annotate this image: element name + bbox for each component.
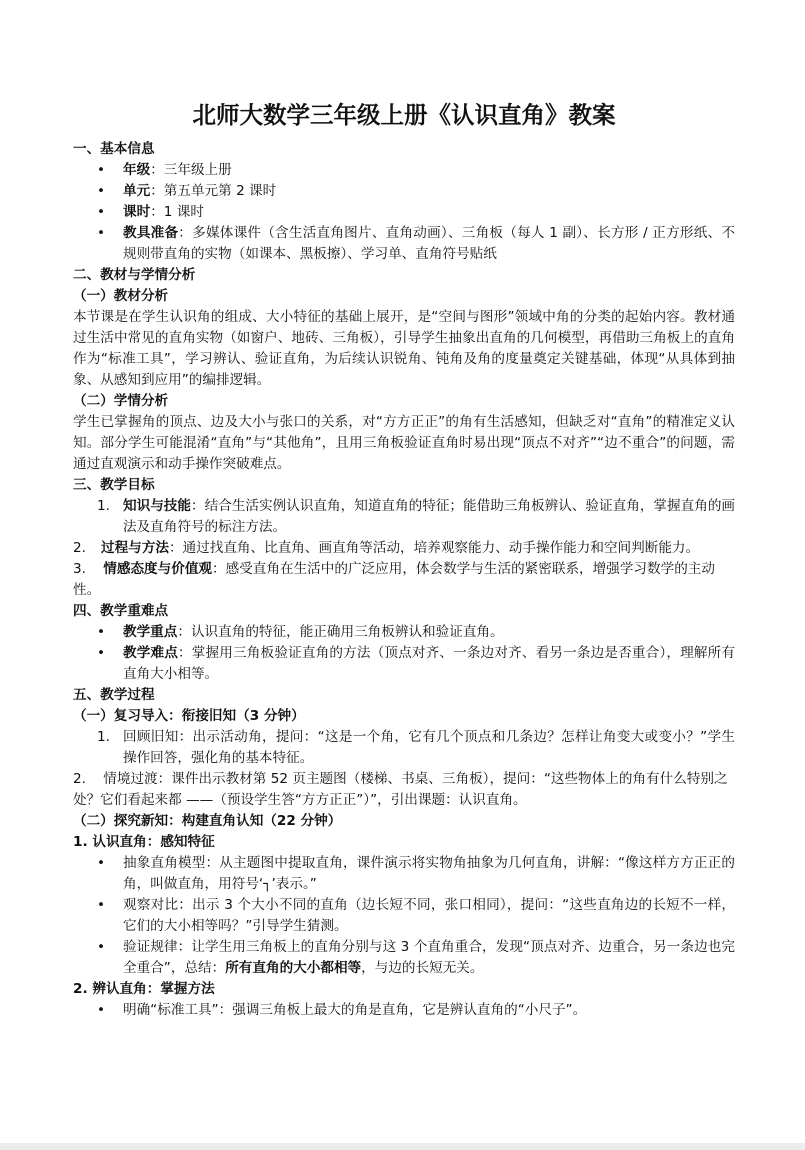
list-item <box>73 160 735 181</box>
item-number: 1. <box>97 498 110 514</box>
item-text: ，与边的长短无关。 <box>361 960 484 976</box>
item-number: 3. <box>73 561 86 577</box>
objective-item-2 <box>73 538 735 559</box>
item-text: ：感受直角在生活中的广泛应用，体会数学与生活的紧密联系，增强学习数学的主动性。 <box>73 561 715 598</box>
paragraph-textbook-analysis: 本节课是在学生认识角的组成、大小特征的基础上展开，是“空间与图形”领域中角的分类的起始内容。教材通过生活中常见的直角实物（如窗户、地砖、三角板），引导学生抽象出直角的几何模型，再借助三角板上的直角作为“标准工具”，学习辨认、验证直角，为后续认识锐角、钝角及角的度量奠定关键基础，体现“从具体到抽象、从感知到应用”的编排逻辑。 <box>73 309 735 388</box>
item-text: ：第五单元第 2 课时 <box>150 183 277 199</box>
item-label: 年级 <box>123 162 151 178</box>
list-item <box>73 643 735 685</box>
subsubheading-identify: 2. 辨认直角：掌握方法 <box>73 981 215 997</box>
identify-list <box>73 1000 735 1021</box>
item-label: 教学难点 <box>123 645 179 661</box>
item-text: ：认识直角的特征，能正确用三角板辨认和验证直角。 <box>177 624 504 640</box>
item-text: ：三年级上册 <box>150 162 232 178</box>
item-text: 观察对比：出示 3 个大小不同的直角（边长短不同，张口相同），提问：“这些直角边的长短不一样，它们的大小相等吗？”引导学生猜测。 <box>123 897 735 934</box>
review-item-2 <box>73 769 735 811</box>
item-label: 教具准备 <box>123 225 179 241</box>
item-label: 教学重点 <box>123 624 178 640</box>
item-number: 2. <box>73 771 86 787</box>
section-heading-process: 五、教学过程 <box>73 687 155 703</box>
list-item <box>73 223 735 265</box>
item-number: 2. <box>73 540 86 556</box>
key-points-list <box>73 622 735 685</box>
list-item <box>73 181 735 202</box>
list-item <box>73 937 735 979</box>
subheading-student-analysis: （二）学情分析 <box>73 393 169 409</box>
section-heading-basic-info: 一、基本信息 <box>73 141 155 157</box>
item-emphasis: 所有直角的大小都相等 <box>225 960 362 976</box>
item-text: ：通过找直角、比直角、画直角等活动，培养观察能力、动手操作能力和空间判断能力。 <box>168 540 700 556</box>
item-text: ：1 课时 <box>150 204 204 220</box>
item-text: ：多媒体课件（含生活直角图片、直角动画）、三角板（每人 1 副）、长方形 / 正方形纸、不规则带直角的实物（如课本、黑板擦）、学习单、直角符号贴纸 <box>123 225 735 262</box>
subheading-textbook-analysis: （一）教材分析 <box>73 288 169 304</box>
section-heading-analysis: 二、教材与学情分析 <box>73 267 196 283</box>
item-label: 单元 <box>123 183 151 199</box>
item-text: ：掌握用三角板验证直角的方法（顶点对齐、一条边对齐、看另一条边是否重合），理解所有直角大小相等。 <box>123 645 736 682</box>
item-text: 回顾旧知：出示活动角，提问：“这是一个角，它有几个顶点和几条边？怎样让角变大或变小？”学生操作回答，强化角的基本特征。 <box>123 729 735 766</box>
list-item <box>73 202 735 223</box>
subsubheading-recognize: 1. 认识直角：感知特征 <box>73 834 215 850</box>
section-heading-key-points: 四、教学重难点 <box>73 603 169 619</box>
item-text: 抽象直角模型：从主题图中提取直角，课件演示将实物角抽象为几何直角，讲解：“像这样方方正正的角，叫做直角，用符号‘┐’表示。” <box>123 855 735 892</box>
list-item <box>73 895 735 937</box>
item-label: 过程与方法 <box>101 540 169 556</box>
item-text: 明确“标准工具”：强调三角板上最大的角是直角，它是辨认直角的“小尺子”。 <box>123 1002 587 1018</box>
basic-info-list <box>73 160 735 265</box>
item-text: 情境过渡：课件出示教材第 52 页主题图（楼梯、书桌、三角板），提问：“这些物体上的角有什么特别之处？它们看起来都 ——（预设学生答“方方正正”）”，引出课题：认识直角。 <box>73 771 728 808</box>
page-title: 北师大数学三年级上册《认识直角》教案 <box>192 101 616 129</box>
section-heading-objectives: 三、教学目标 <box>73 477 155 493</box>
review-list <box>73 727 735 769</box>
item-text: 验证规律：让学生用三角板上的直角分别与这 3 个直角重合，发现“顶点对齐、边重合，另一条边也完全重合”，总结： <box>123 939 735 976</box>
item-text: ：结合生活实例认识直角，知道直角的特征；能借助三角板辨认、验证直角，掌握直角的画法及直角符号的标注方法。 <box>123 498 736 535</box>
item-label: 知识与技能 <box>123 498 192 514</box>
recognize-list <box>73 853 735 979</box>
subheading-explore: （二）探究新知：构建直角认知（22 分钟） <box>73 813 342 829</box>
page-bottom-gap <box>0 1143 805 1150</box>
objective-item-3 <box>73 559 735 601</box>
list-item <box>73 1000 735 1021</box>
item-label: 情感态度与价值观 <box>103 561 213 577</box>
item-number: 1. <box>97 729 110 745</box>
objectives-list <box>73 496 735 538</box>
list-item <box>73 622 735 643</box>
list-item <box>73 853 735 895</box>
subheading-review: （一）复习导入：衔接旧知（3 分钟） <box>73 708 305 724</box>
paragraph-student-analysis: 学生已掌握角的顶点、边及大小与张口的关系，对“方方正正”的角有生活感知，但缺乏对“直角”的精准定义认知。部分学生可能混淆“直角”与“其他角”，且用三角板验证直角时易出现“顶点不对齐”“边不重合”的问题，需通过直观演示和动手操作突破难点。 <box>73 414 735 472</box>
list-item <box>73 727 735 769</box>
list-item <box>73 496 735 538</box>
item-label: 课时 <box>123 204 151 220</box>
